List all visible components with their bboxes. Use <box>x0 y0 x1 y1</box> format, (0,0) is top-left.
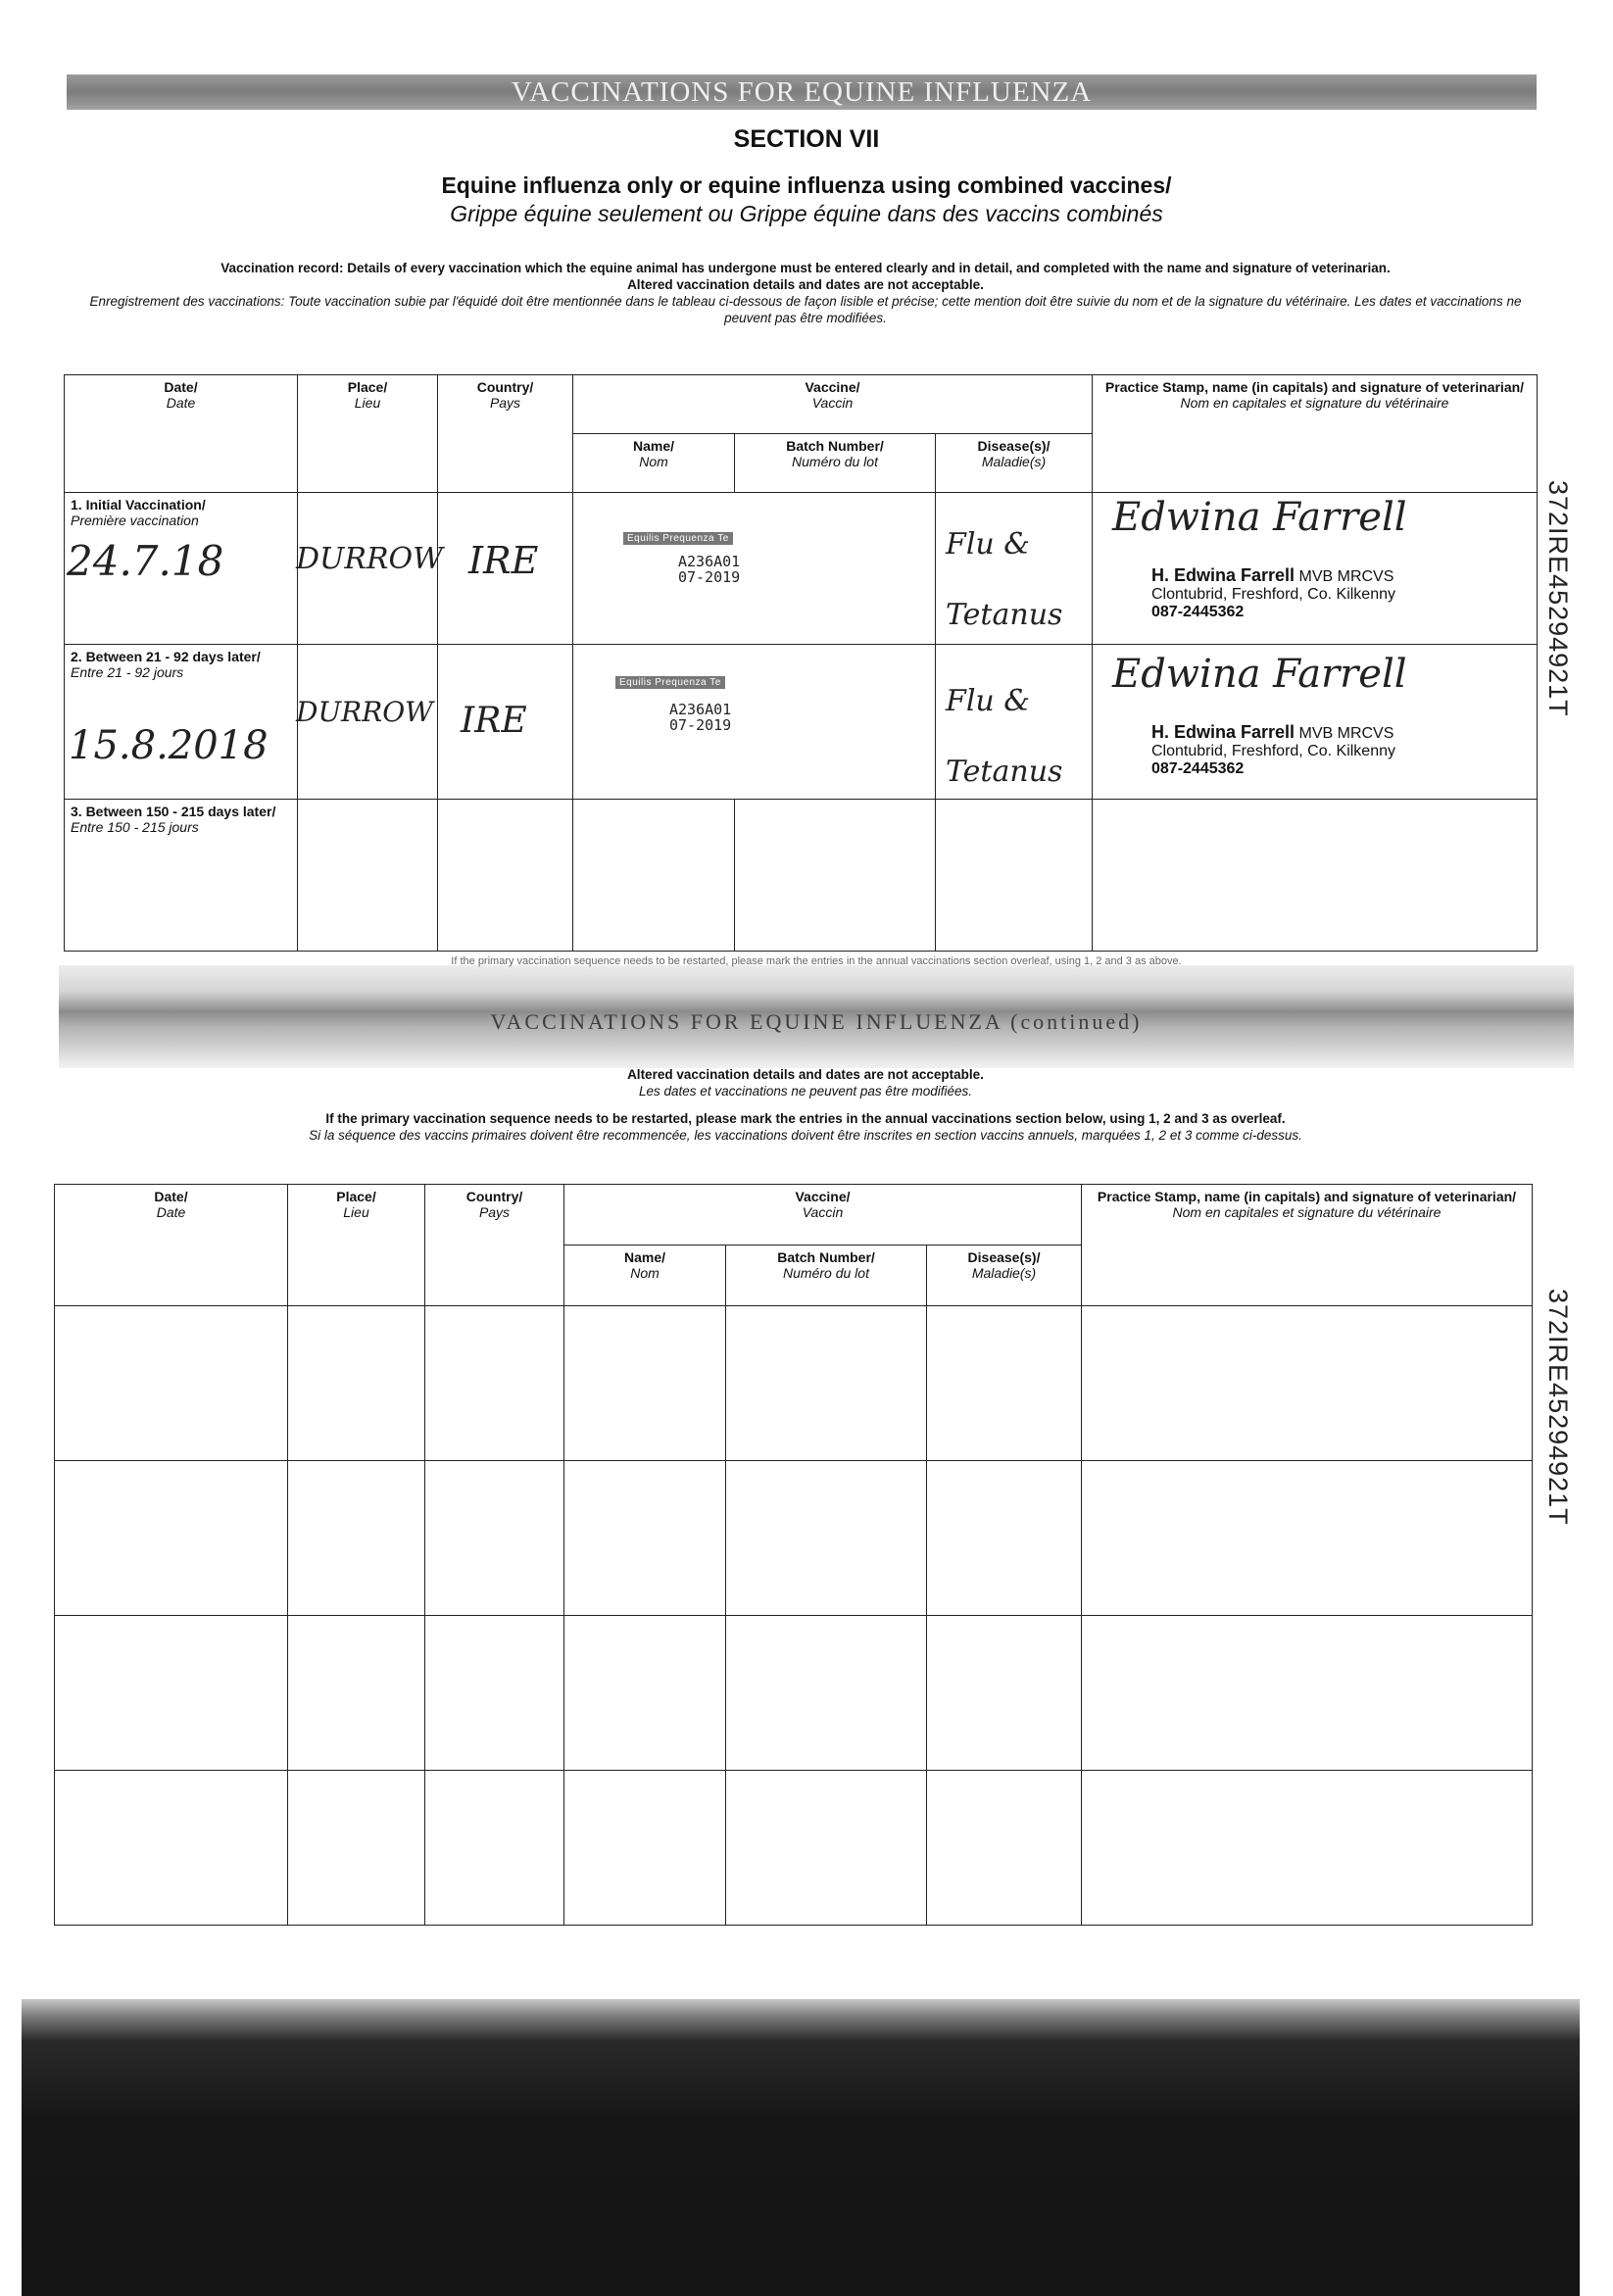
scan-dark-area <box>22 1999 1580 2296</box>
practice-stamp-2: H. Edwina Farrell MVB MRCVS Clontubrid, Freshford, Co. Kilkenny 087-2445362 <box>1151 722 1395 777</box>
continued-banner: VACCINATIONS FOR EQUINE INFLUENZA (continued) <box>490 1009 1143 1034</box>
cell-batch-3 <box>735 800 936 952</box>
altered-notice <box>71 1066 1540 1099</box>
restart-notice-english: If the primary vaccination sequence needs to be restarted, please mark the entries in the annual vaccinations section below, using 1, 2 and 3 as overleaf. <box>325 1111 1286 1126</box>
cell-disease-3 <box>936 800 1093 952</box>
row-label-1: 1. Initial Vaccination/ Première vaccination <box>65 493 298 645</box>
annual-header-disease: Disease(s)/ Maladie(s) <box>927 1246 1082 1306</box>
table-row <box>55 1771 1533 1926</box>
annual-header-place: Place/ Lieu <box>288 1185 425 1306</box>
altered-notice-french: Les dates et vaccinations ne peuvent pas être modifiées. <box>639 1084 972 1099</box>
cell-country-3 <box>438 800 573 952</box>
annual-header-practice-stamp: Practice Stamp, name (in capitals) and signature of veterinarian/ Nom en capitales et signature du vétérinaire <box>1082 1185 1533 1306</box>
handwritten-disease-2: Flu & Tetanus <box>946 684 1063 789</box>
record-notice-english: Vaccination record: Details of every vaccination which the equine animal has undergone must be entered clearly and in detail, and completed with the name and signature of veterinarian. <box>220 261 1391 275</box>
practice-stamp-1: H. Edwina Farrell MVB MRCVS Clontubrid, Freshford, Co. Kilkenny 087-2445362 <box>1151 565 1395 620</box>
cell-vaccine-name-3 <box>573 800 735 952</box>
handwritten-place-1: DURROW <box>296 542 443 576</box>
vaccine-label-sticker-1: Equilis Prequenza Te <box>623 532 733 545</box>
handwritten-country-1: IRE <box>468 539 539 582</box>
section-banner: VACCINATIONS FOR EQUINE INFLUENZA <box>67 74 1537 110</box>
handwritten-place-2: DURROW <box>296 696 433 728</box>
header-vaccine-name: Name/ Nom <box>573 434 735 493</box>
row-label-3: 3. Between 150 - 215 days later/ Entre 150 - 215 jours <box>65 800 298 952</box>
subtitle-english: Equine influenza only or equine influenza using combined vaccines/ <box>441 172 1172 198</box>
altered-notice-english: Altered vaccination details and dates are not acceptable. <box>627 1067 984 1082</box>
annual-header-vaccine: Vaccine/ Vaccin <box>564 1185 1082 1246</box>
table-row <box>65 800 1538 952</box>
handwritten-date-2: 15.8.2018 <box>69 723 269 768</box>
handwritten-date-1: 24.7.18 <box>67 537 224 585</box>
record-notice-french: Enregistrement des vaccinations: Toute vaccination subie par l'équidé doit être mentionnée dans le tableau ci-dessous de façon lisible et précise; cette mention doit être suivie du nom et de la signature du vétérinaire. Les dates et vaccinations ne peuvent pas être modifiées. <box>89 294 1522 325</box>
row-label-2: 2. Between 21 - 92 days later/ Entre 21 - 92 jours <box>65 645 298 800</box>
header-batch-number: Batch Number/ Numéro du lot <box>735 434 936 493</box>
restart-notice-french: Si la séquence des vaccins primaires doivent être recommencée, les vaccinations doivent être inscrites en section vaccins annuels, marquées 1, 2 et 3 comme ci-dessus. <box>309 1128 1302 1143</box>
header-disease: Disease(s)/ Maladie(s) <box>936 434 1093 493</box>
header-practice-stamp: Practice Stamp, name (in capitals) and signature of veterinarian/ Nom en capitales et signature du vétérinaire <box>1093 375 1538 493</box>
document-id-top: 372IRE45294921T <box>1543 480 1573 717</box>
section-title: SECTION VII <box>733 125 880 153</box>
restart-notice <box>71 1110 1540 1144</box>
table-row <box>55 1306 1533 1461</box>
table-row <box>55 1616 1533 1771</box>
cell-vaccine-1 <box>573 493 936 645</box>
annual-header-vaccine-name: Name/ Nom <box>564 1246 726 1306</box>
header-place: Place/ Lieu <box>298 375 438 493</box>
header-country: Country/ Pays <box>438 375 573 493</box>
batch-number-1: A236A01 07-2019 <box>678 553 741 586</box>
record-notice-english-2: Altered vaccination details and dates are not acceptable. <box>627 277 984 292</box>
annual-header-batch-number: Batch Number/ Numéro du lot <box>726 1246 927 1306</box>
vet-signature-1: Edwina Farrell <box>1112 495 1407 540</box>
header-date: Date/ Date <box>65 375 298 493</box>
document-id-bottom: 372IRE45294921T <box>1543 1289 1573 1526</box>
record-notice <box>71 260 1540 326</box>
header-vaccine: Vaccine/ Vaccin <box>573 375 1093 434</box>
annual-vaccination-table <box>54 1184 1533 1926</box>
handwritten-country-2: IRE <box>461 701 527 741</box>
cell-place-3 <box>298 800 438 952</box>
batch-number-2: A236A01 07-2019 <box>669 701 732 734</box>
cell-stamp-3 <box>1093 800 1538 952</box>
vet-signature-2: Edwina Farrell <box>1112 652 1407 697</box>
table-row <box>55 1461 1533 1616</box>
cell-vaccine-2 <box>573 645 936 800</box>
subtitle-french: Grippe équine seulement ou Grippe équine dans des vaccins combinés <box>450 201 1163 226</box>
annual-header-date: Date/ Date <box>55 1185 288 1306</box>
annual-header-country: Country/ Pays <box>425 1185 564 1306</box>
handwritten-disease-1: Flu & Tetanus <box>946 527 1063 632</box>
vaccine-label-sticker-2: Equilis Prequenza Te <box>615 676 725 689</box>
restart-notice-faded: If the primary vaccination sequence needs to be restarted, please mark the entries in the annual vaccinations section overleaf, using 1, 2 and 3 as above. <box>451 955 1182 967</box>
